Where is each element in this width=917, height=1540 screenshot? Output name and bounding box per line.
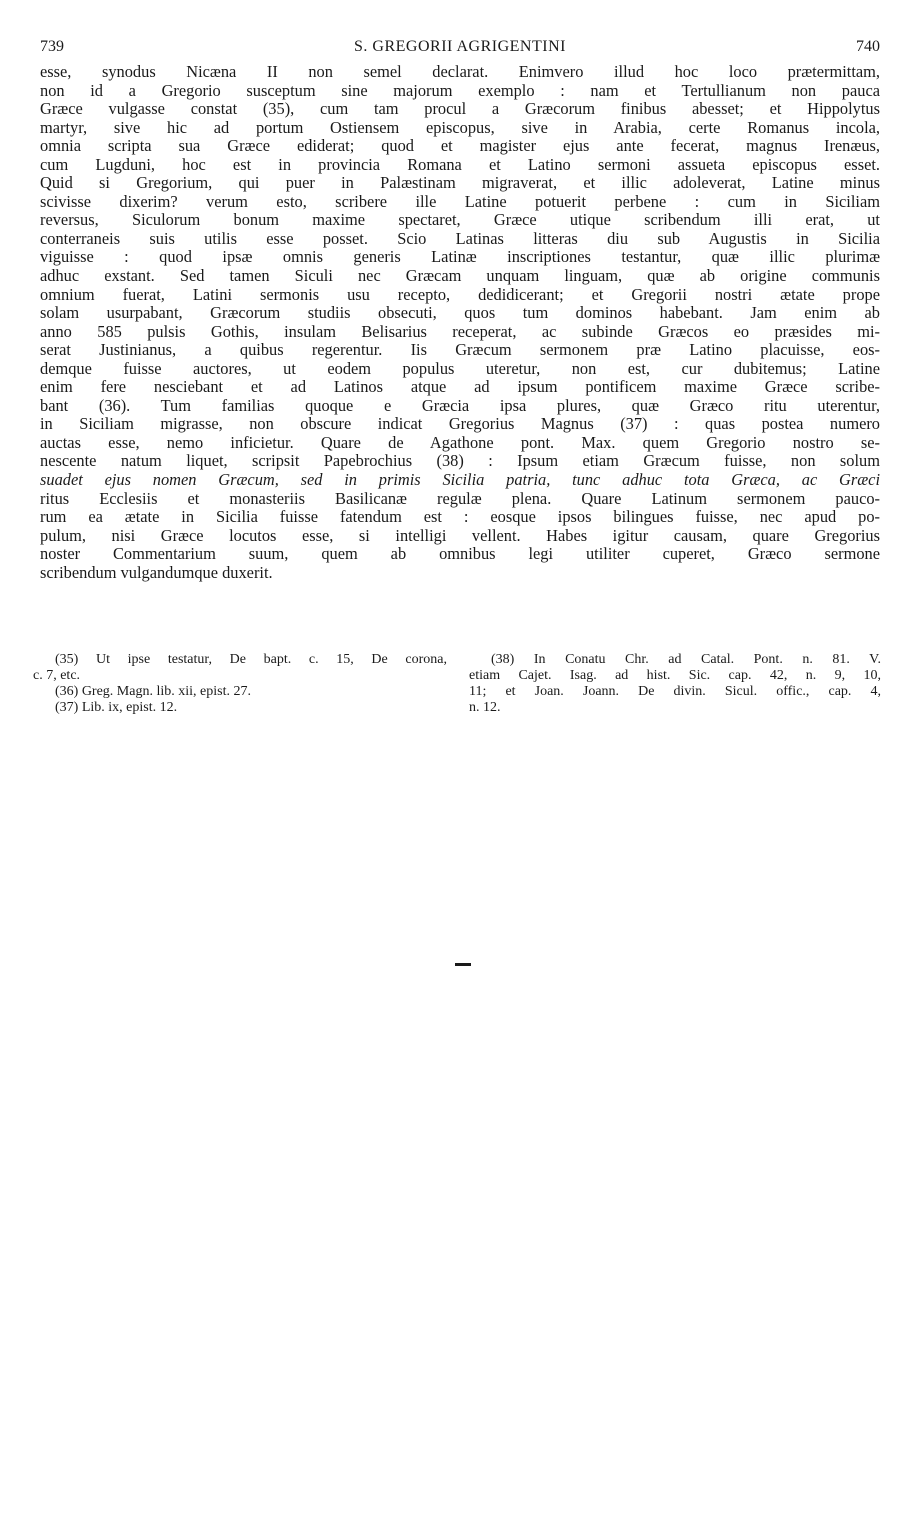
text-line: noster Commentarium suum, quem ab omnibus legi utiliter cuperet, Græco sermone <box>40 544 880 564</box>
text-line: pulum, nisi Græce locutos esse, si intelligi vellent. Habes igitur causam, quare Gregorius <box>40 525 880 545</box>
footnotes-right-column <box>469 652 881 716</box>
text-line: adhuc exstant. Sed tamen Siculi nec Græcam unquam linguam, quæ ab origine communis <box>40 266 880 286</box>
footnote-line: (36) Greg. Magn. lib. xii, epist. 27. <box>55 684 251 699</box>
text-line: suadet ejus nomen Græcum, sed in primis Sicilia patria, tunc adhuc tota Græca, ac Græci <box>40 470 880 490</box>
text-line: demque fuisse auctores, ut eodem populus uteretur, non est, cur dubitemus; Latine <box>40 358 880 378</box>
text-line: omnia scripta sua Græce ediderat; quod et magister ejus ante fecerat, magnus Irenæus, <box>40 136 880 156</box>
end-of-text-dash <box>455 963 471 966</box>
text-line: nescente natum liquet, scripsit Papebrochius (38) : Ipsum etiam Græcum fuisse, non solum <box>40 451 880 471</box>
text-line: non id a Gregorio susceptum sine majorum exemplo : nam et Tertullianum non pauca <box>40 80 880 100</box>
text-line: conterraneis suis utilis esse posset. Scio Latinas litteras diu sub Augustis in Sicilia <box>40 228 880 248</box>
footnote-line: (38) In Conatu Chr. ad Catal. Pont. n. 81. V. <box>491 652 881 667</box>
footnotes <box>33 652 881 732</box>
footnote-line: (37) Lib. ix, epist. 12. <box>55 700 178 715</box>
text-line: rum ea ætate in Sicilia fuisse fatendum est : eosque ipsos bilingues fuisse, nec apud po- <box>40 507 880 527</box>
footnotes-left-column <box>33 652 447 716</box>
text-line: serat Justinianus, a quibus regerentur. Iis Græcum sermonem præ Latino placuisse, eos- <box>40 340 880 360</box>
text-line: in Siciliam migrasse, non obscure indicat Gregorius Magnus (37) : quas postea numero <box>40 414 880 434</box>
text-line: scribendum vulgandumque duxerit. <box>40 562 273 582</box>
page-number-right: 740 <box>856 38 880 55</box>
text-line: Græce vulgasse constat (35), cum tam procul a Græcorum finibus abesset; et Hippolytus <box>40 99 880 119</box>
text-line: esse, synodus Nicæna II non semel declarat. Enimvero illud hoc loco prætermittam, <box>40 62 880 81</box>
text-line: omnium fuerat, Latini sermonis usu recepto, dedidicerant; et Gregorii nostri ætate prope <box>40 284 880 304</box>
text-line: Quid si Gregorium, qui puer in Palæstinam migraverat, et illic adoleverat, Latine minus <box>40 173 880 193</box>
text-line: solam usurpabant, Græcorum studiis obsecuti, quos tum dominos habebant. Jam enim ab <box>40 303 880 323</box>
footnote-line: n. 12. <box>469 700 501 715</box>
text-line: ritus Ecclesiis et monasteriis Basilicanæ regulæ plena. Quare Latinum sermonem pauco- <box>40 488 880 508</box>
footnote-line: (35) Ut ipse testatur, De bapt. c. 15, De corona, <box>55 652 447 667</box>
text-line: bant (36). Tum familias quoque e Græcia ipsa plures, quæ Græco ritu uterentur, <box>40 395 880 415</box>
text-line: martyr, sive hic ad portum Ostiensem episcopus, sive in Arabia, certe Romanus incola, <box>40 117 880 137</box>
footnote-line: c. 7, etc. <box>33 668 81 683</box>
page-header <box>40 36 880 58</box>
body-text <box>40 63 880 582</box>
text-line: cum Lugduni, hoc est in provincia Romana et Latino sermoni assueta episcopus esset. <box>40 154 880 174</box>
text-line: auctas esse, nemo inficietur. Quare de Agathone pont. Max. quem Gregorio nostro se- <box>40 432 880 452</box>
running-title: S. GREGORII AGRIGENTINI <box>354 38 566 55</box>
footnote-line: 11; et Joan. Joann. De divin. Sicul. offic., cap. 4, <box>469 684 881 699</box>
text-line: anno 585 pulsis Gothis, insulam Belisarius receperat, ac subinde Græcos eo præsides mi- <box>40 321 880 341</box>
text-line: scivisse dixerim? verum esto, scribere ille Latine potuerit perbene : cum in Siciliam <box>40 191 880 211</box>
text-line: enim fere nesciebant et ad Latinos atque ad ipsum pontificem maxime Græce scribe- <box>40 377 880 397</box>
text-line: reversus, Siculorum bonum maxime spectaret, Græce utique scribendum illi erat, ut <box>40 210 880 230</box>
page-number-left: 739 <box>40 38 64 55</box>
text-line: viguisse : quod ipsæ omnis generis Latinæ inscriptiones testantur, quæ illic plurimæ <box>40 247 880 267</box>
footnote-line: etiam Cajet. Isag. ad hist. Sic. cap. 42, n. 9, 10, <box>469 668 881 683</box>
